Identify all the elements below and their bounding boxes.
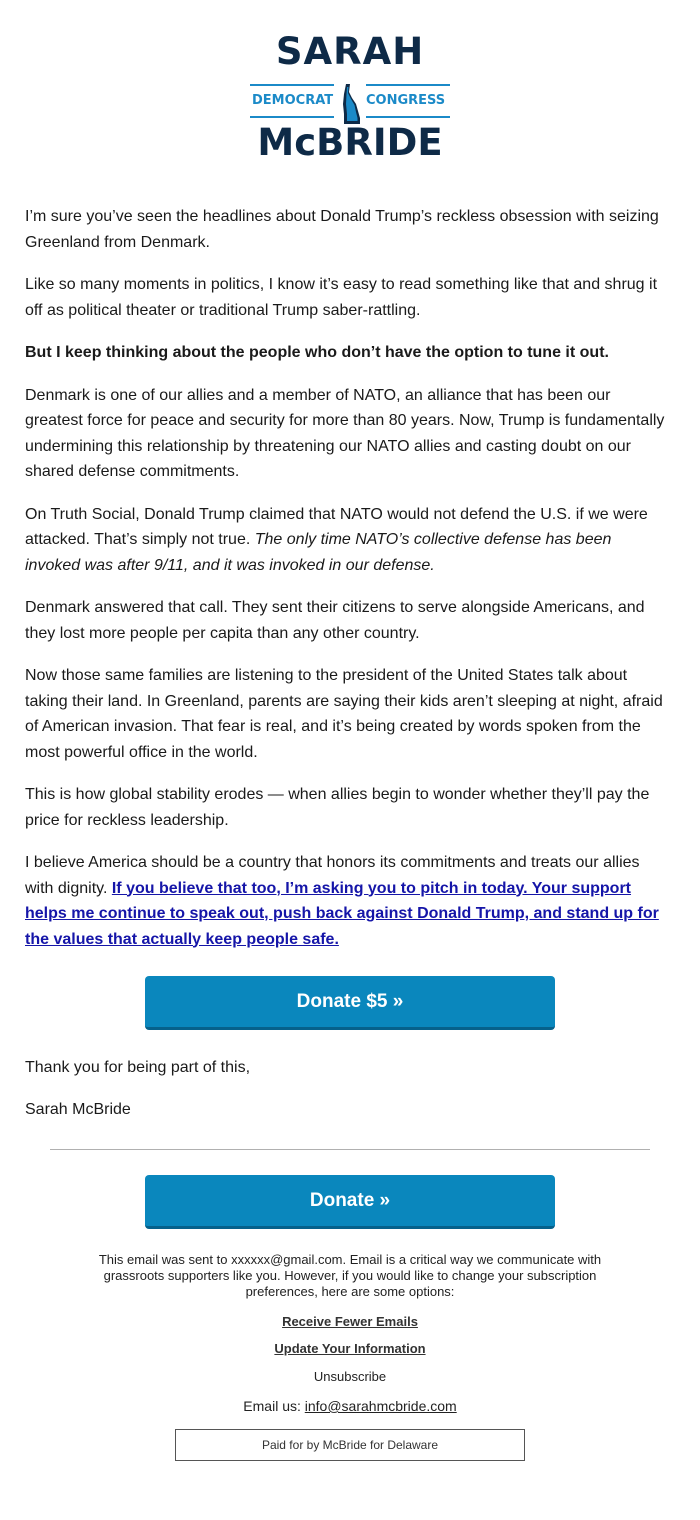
body-paragraph-9: [25, 850, 670, 952]
body-paragraph-4: Denmark is one of our allies and a member of NATO, an alliance that has been our greatest force for peace and security for more than 80 years. Now, Trump is fundamentally undermining this relationship by threatening our NATO allies and casting doubt on our shared defense commitments.: [25, 386, 665, 480]
donate-pitch-link[interactable]: If you believe that too, I’m asking you to pitch in today. Your support helps me continue to speak out, push back against Donald Trump, and stand up for the values that actually keep people safe.: [25, 879, 659, 948]
body-paragraph-6: Denmark answered that call. They sent their citizens to serve alongside Americans, and they lost more people per capita than any other country.: [25, 599, 645, 642]
delaware-state-icon: [338, 84, 362, 126]
body-paragraph-9-text: I believe America should be a country that honors its commitments and treats our allies with dignity.: [25, 854, 640, 897]
donate-button[interactable]: Donate »: [145, 1175, 555, 1229]
receive-fewer-emails-link[interactable]: Receive Fewer Emails: [282, 1314, 418, 1329]
footer-row-email: [0, 1398, 700, 1414]
logo-last-name: McBRIDE: [257, 121, 443, 164]
footer-note-block: [70, 1252, 630, 1300]
logo-line-left-top: [250, 84, 334, 86]
divider: [50, 1149, 650, 1150]
body-paragraph-2: Like so many moments in politics, I know it’s easy to read something like that and shrug it off as political theater or traditional Trump saber-rattling.: [25, 276, 658, 319]
signoff: [25, 1055, 250, 1139]
body-paragraph-5-text: On Truth Social, Donald Trump claimed that NATO would not defend the U.S. if we were attacked. That’s simply not true.: [25, 505, 648, 548]
logo-right-word: CONGRESS: [366, 93, 446, 108]
logo-line-right-bottom: [366, 116, 450, 118]
logo-first-name: SARAH: [275, 30, 425, 73]
paid-for-disclaimer: Paid for by McBride for Delaware: [175, 1429, 525, 1461]
email-body: [25, 204, 670, 969]
footer-row-unsubscribe: [0, 1369, 700, 1384]
footer-row-update: [0, 1341, 700, 1356]
body-paragraph-3: But I keep thinking about the people who don’t have the option to tune it out.: [25, 344, 609, 361]
update-information-link[interactable]: Update Your Information: [274, 1341, 426, 1356]
body-paragraph-7: Now those same families are listening to the president of the United States talk about taking their land. In Greenland, parents are saying their kids aren’t sleeping at night, afraid of American invasion. That fear is real, and it’s being created by words spoken from the most powerful office in the world.: [25, 667, 663, 761]
unsubscribe-link[interactable]: Unsubscribe: [313, 1369, 387, 1384]
donate-5-button[interactable]: Donate $5 »: [145, 976, 555, 1030]
logo-line-right-top: [366, 84, 450, 86]
body-paragraph-5: [25, 502, 670, 579]
body-paragraph-1: I’m sure you’ve seen the headlines about Donald Trump’s reckless obsession with seizing Greenland from Denmark.: [25, 208, 659, 251]
body-paragraph-8: This is how global stability erodes — when allies begin to wonder whether they’ll pay the price for reckless leadership.: [25, 786, 650, 829]
signoff-thanks: Thank you for being part of this,: [25, 1059, 251, 1076]
signoff-name: Sarah McBride: [25, 1101, 131, 1118]
body-paragraph-5-italic: The only time NATO’s collective defense has been invoked was after 9/11, and it was invoked in our defense.: [25, 531, 612, 574]
email-us-label: Email us:: [243, 1398, 305, 1414]
logo-left-word: DEMOCRAT: [252, 93, 334, 108]
contact-email-link[interactable]: info@sarahmcbride.com: [304, 1398, 457, 1414]
footer-row-fewer: [0, 1314, 700, 1329]
logo-middle-band: [250, 84, 450, 124]
campaign-logo: [250, 30, 450, 165]
logo-line-left-bottom: [250, 116, 334, 118]
footer-note: This email was sent to xxxxxx@gmail.com. Email is a critical way we communicate with grassroots supporters like you. However, if you would like to change your subscription preferences, here are some options:: [98, 1252, 602, 1299]
